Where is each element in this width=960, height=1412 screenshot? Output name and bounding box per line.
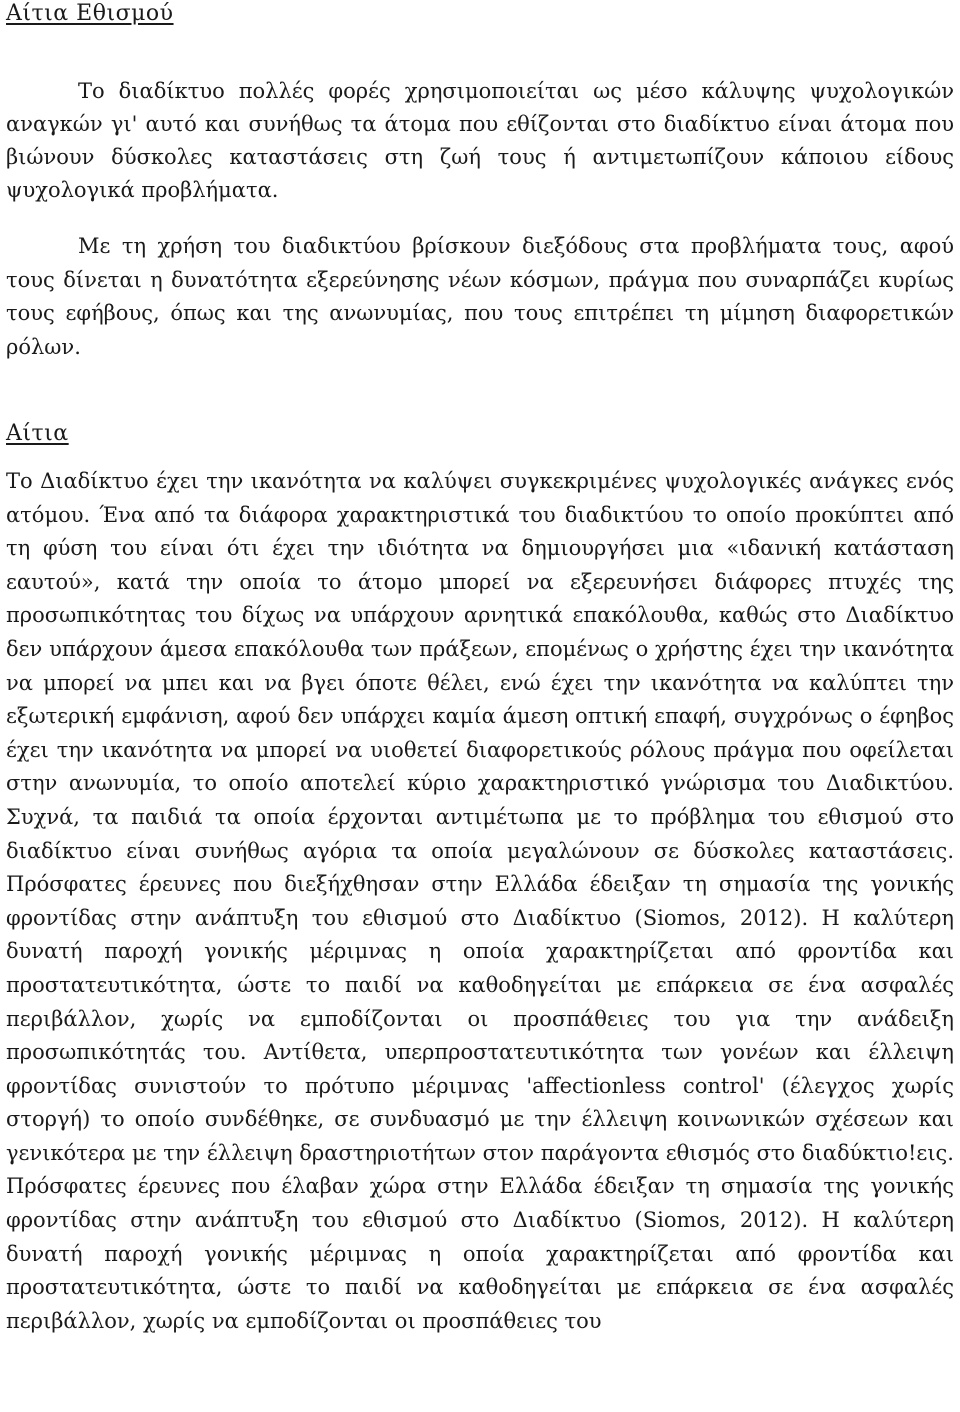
paragraph-internet-psychological-needs: Το διαδίκτυο πολλές φορές χρησιμοποιείται ως μέσο κάλυψης ψυχολογικών αναγκών γι' αυτό και συνήθως τα άτομα που εθίζονται στο διαδίκτυο είναι άτομα που βιώνουν δύσκολες καταστάσεις στη ζωή τους ή αντιμετωπίζουν κάποιου είδους ψυχολογικά προβλήματα. [6,79,954,202]
document-page [6,0,954,1338]
section-heading-causes-of-addiction: Αίτια Εθισμού [6,1,174,26]
paragraph-exploration-anonymity: Με τη χρήση του διαδικτύου βρίσκουν διεξόδους στα προβλήματα τους, αφού τους δίνεται η δυνατότητα εξερεύνησης νέων κόσμων, πράγμα που συναρπάζει κυρίως τους εφήβους, όπως και της ανωνυμίας, που τους επιτρέπει τη μίμηση διαφορετικών ρόλων. [6,234,954,359]
section-heading-causes: Αίτια [6,421,69,446]
paragraph-causes-body: Το Διαδίκτυο έχει την ικανότητα να καλύψει συγκεκριμένες ψυχολογικές ανάγκες ενός ατόμου. Ένα από τα διάφορα χαρακτηριστικά του διαδικτύου το οποίο προκύπτει από τη φύση του είναι ότι έχει την ιδιότητα να δημιουργήσει μια «ιδανική κατάσταση εαυτού», κατά την οποία το άτομο μπορεί να εξερευνήσει διάφορες πτυχές της προσωπικότητας του δίχως να υπάρχουν αρνητικά επακόλουθα, καθώς στο Διαδίκτυο δεν υπάρχουν άμεσα επακόλουθα των πράξεων, επομένως ο χρήστης έχει την ικανότητα να μπορεί να μπει και να βγει όποτε θέλει, ενώ έχει την ικανότητα να καλύπτει την εξωτερική εμφάνιση, αφού δεν υπάρχει καμία άμεση οπτική επαφή, συγχρόνως ο έφηβος έχει την ικανότητα να μπορεί να υιοθετεί διαφορετικούς ρόλους πράγμα που οφείλεται στην ανωνυμία, το οποίο αποτελεί κύριο χαρακτηριστικό γνώρισμα του Διαδικτύου. Συχνά, τα παιδιά τα οποία έρχονται αντιμέτωπα με το πρόβλημα του εθισμού στο διαδίκτυο είναι συνήθως αγόρια τα οποία μεγαλώνουν σε δύσκολες καταστάσεις. Πρόσφατες έρευνες που διεξήχθησαν στην Ελλάδα έδειξαν τη σημασία της γονικής φροντίδας στην ανάπτυξη του εθισμού στο Διαδίκτυο (Siomos, 2012). Η καλύτερη δυνατή παροχή γονικής μέριμνας η οποία χαρακτηρίζεται από φροντίδα και προστατευτικότητα, ώστε το παιδί να καθοδηγείται με επάρκεια σε ένα ασφαλές περιβάλλον, χωρίς να εμποδίζονται οι προσπάθειες του για την ανάδειξη προσωπικότητάς του. Αντίθετα, υπερπροστατευτικότητα των γονέων και έλλειψη φροντίδας συνιστούν το πρότυπο μέριμνας 'affectionless control' (έλεγχος χωρίς στοργή) το οποίο συνδέθηκε, σε συνδυασμό με την έλλειψη κοινωνικών σχέσεων και γενικότερα με την έλλειψη δραστηριοτήτων στον παράγοντα εθισμός στο διαδύκτιο!εις. Πρόσφατες έρευνες που έλαβαν χώρα στην Ελλάδα έδειξαν τη σημασία της γονικής φροντίδας στην ανάπτυξη του εθισμού στο Διαδίκτυο (Siomos, 2012). Η καλύτερη δυνατή παροχή γονικής μέριμνας η οποία χαρακτηρίζεται από φροντίδα και προστατευτικότητα, ώστε το παιδί να καθοδηγείται με επάρκεια σε ένα ασφαλές περιβάλλον, χωρίς να εμποδίζονται οι προσπάθειες του [6,469,954,1333]
